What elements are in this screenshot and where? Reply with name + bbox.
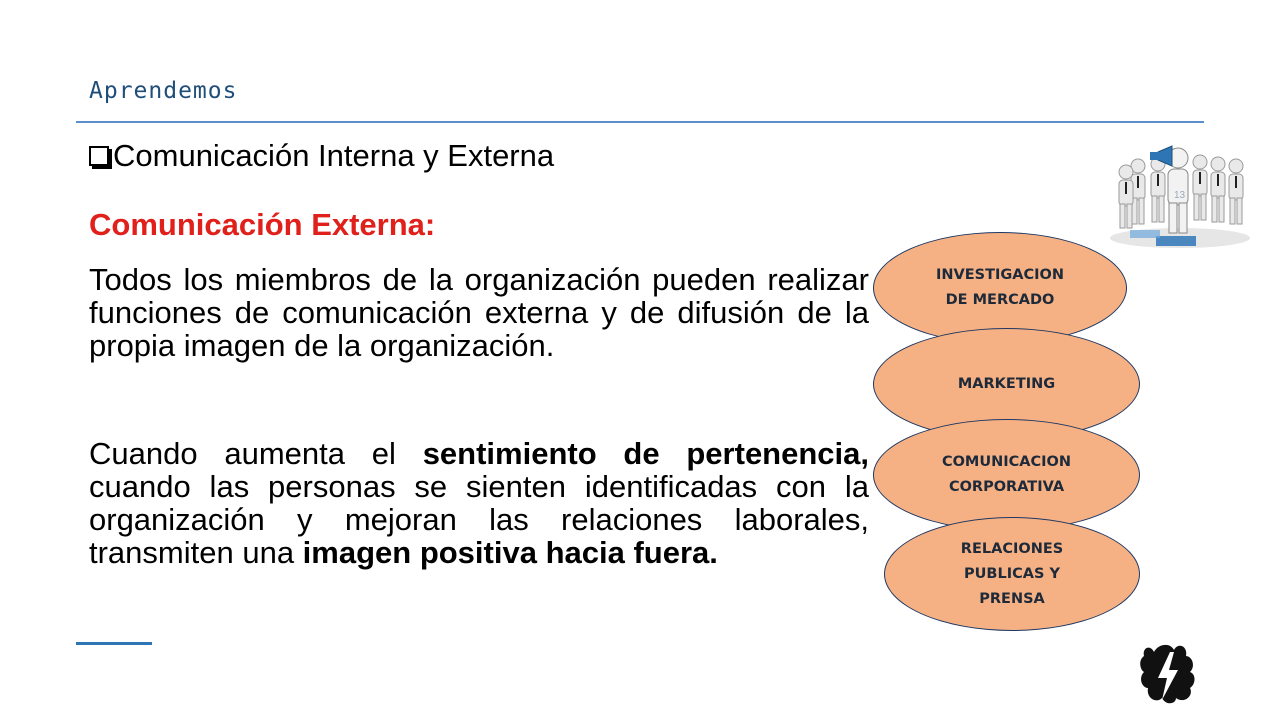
diagram-item-marketing: MARKETING: [873, 328, 1140, 440]
diagram-item-investigacion-de-mercado: INVESTIGACION DE MERCADO: [873, 232, 1127, 344]
paragraph-2-bold-1: sentimiento de pertenencia,: [422, 436, 869, 471]
header-divider: [76, 121, 1204, 123]
paragraph-2: [89, 437, 869, 569]
svg-text:13: 13: [1174, 190, 1186, 201]
paragraph-2-text-2: cuando las personas se sienten identificadas con la organización y mejoran las relaciones laborales, transmiten una: [89, 469, 869, 570]
footer-accent-bar: [76, 642, 152, 645]
team-megaphone-illustration: [1100, 138, 1260, 263]
checkbox-bullet-icon: [89, 146, 109, 166]
section-header: Aprendemos: [89, 78, 238, 104]
slide-title-text: Comunicación Interna y Externa: [113, 138, 555, 173]
brain-lightning-logo: [1140, 642, 1196, 708]
paragraph-2-bold-2: imagen positiva hacia fuera.: [302, 535, 718, 570]
diagram-item-relaciones-publicas: RELACIONES PUBLICAS Y PRENSA: [884, 517, 1140, 631]
paragraph-1: Todos los miembros de la organización pueden realizar funciones de comunicación externa y de difusión de la propia imagen de la organización.: [89, 262, 869, 363]
paragraph-2-text-1: Cuando aumenta el: [89, 436, 423, 471]
slide-title: [89, 138, 554, 174]
diagram-item-comunicacion-corporativa: COMUNICACION CORPORATIVA: [873, 419, 1140, 531]
slide-subtitle: Comunicación Externa:: [89, 207, 436, 242]
